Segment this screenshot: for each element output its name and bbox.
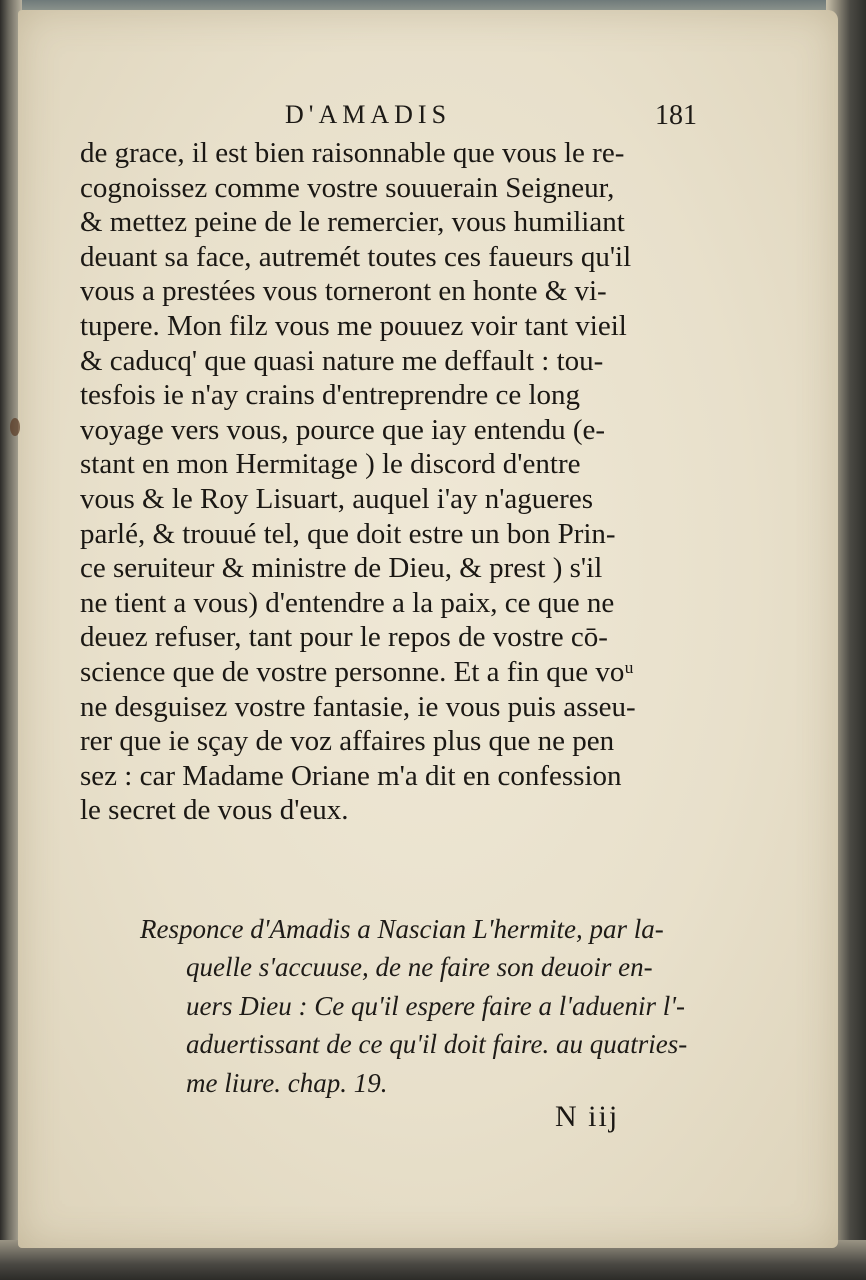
page-number: 181 <box>655 100 697 131</box>
text-line: & caducq' que quasi nature me deffault : tou- <box>80 344 604 377</box>
text-line: tesfois ie n'ay crains d'entreprendre ce long <box>80 379 581 412</box>
body-text <box>80 136 720 828</box>
running-head <box>0 100 866 140</box>
text-line: ce seruiteur & ministre de Dieu, & prest ) s'il <box>80 552 603 585</box>
text-line: cognoissez comme vostre souuerain Seigneur, <box>80 171 615 204</box>
text-line: sez : car Madame Oriane m'a dit en confession <box>80 759 622 792</box>
ink-stain <box>10 418 20 436</box>
text-line: science que de vostre personne. Et a fin que voᵘ <box>80 655 634 688</box>
chapter-heading <box>140 910 720 1102</box>
text-line: tupere. Mon filz vous me pouuez voir tant vieil <box>80 309 627 342</box>
chapter-heading-line: Responce d'Amadis a Nascian L'hermite, par la- <box>140 914 664 944</box>
text-line: voyage vers vous, pource que iay entendu (e- <box>80 413 606 446</box>
chapter-heading-line: uers Dieu : Ce qu'il espere faire a l'aduenir l'- <box>186 990 685 1021</box>
text-line: deuant sa face, autremét toutes ces faueurs qu'il <box>80 240 632 273</box>
text-line: ne desguisez vostre fantasie, ie vous puis asseu- <box>80 690 636 723</box>
running-head-title: D'AMADIS <box>285 100 452 129</box>
text-line: rer que ie sçay de voz affaires plus que ne pen <box>80 725 615 758</box>
text-line: deuez refuser, tant pour le repos de vostre cō- <box>80 621 608 654</box>
text-line: le secret de vous d'eux. <box>80 794 349 827</box>
signature-mark: N iij <box>555 1100 620 1133</box>
chapter-heading-line: quelle s'accuuse, de ne faire son deuoir en- <box>186 952 653 983</box>
text-line: parlé, & trouué tel, que doit estre un bon Prin- <box>80 517 616 550</box>
text-line: vous & le Roy Lisuart, auquel i'ay n'agueres <box>80 482 593 515</box>
text-line: stant en mon Hermitage ) le discord d'entre <box>80 448 581 481</box>
text-line: & mettez peine de le remercier, vous humiliant <box>80 206 625 239</box>
chapter-heading-line: me liure. chap. 19. <box>186 1067 388 1098</box>
text-line: vous a prestées vous torneront en honte & vi- <box>80 275 607 308</box>
text-line: ne tient a vous) d'entendre a la paix, ce que ne <box>80 586 615 619</box>
chapter-heading-line: aduertissant de ce qu'il doit faire. au quatries- <box>186 1029 688 1060</box>
text-line: de grace, il est bien raisonnable que vous le re- <box>80 137 625 169</box>
